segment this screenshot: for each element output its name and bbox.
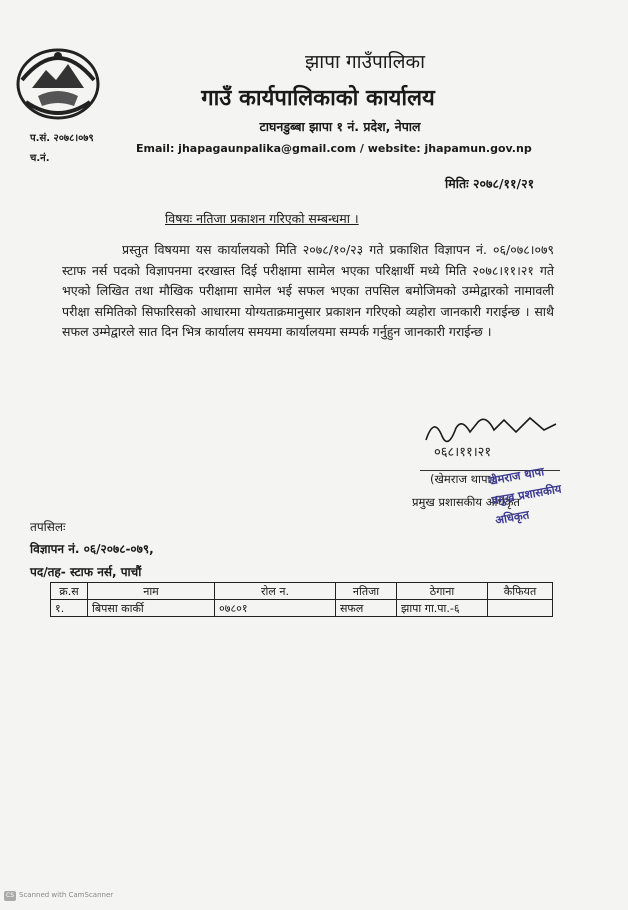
advertisement-number: विज्ञापन नं. ०६/२०७८-०७९, xyxy=(30,542,154,556)
handwritten-signature-icon xyxy=(420,410,570,460)
office-address: टाघनडुब्बा झापा १ नं. प्रदेश, नेपाल xyxy=(259,119,421,134)
cell-remarks xyxy=(488,600,553,617)
col-remarks: कैफियत xyxy=(488,583,553,600)
col-result: नतिजा xyxy=(336,583,397,600)
camscanner-icon: CS xyxy=(6,892,14,899)
scanner-watermark xyxy=(4,891,113,901)
stamp-name: खेमराज थापा xyxy=(487,464,546,488)
table-header-row xyxy=(51,583,553,600)
cell-serial: १. xyxy=(51,600,88,617)
nepal-emblem-icon xyxy=(12,40,104,124)
table-row xyxy=(51,600,553,617)
col-address: ठेगाना xyxy=(397,583,488,600)
scanner-text: Scanned with CamScanner xyxy=(19,891,114,899)
municipality-name: झापा गाउँपालिका xyxy=(304,51,426,73)
signature-date: ०६८।११।२१ xyxy=(434,445,492,460)
col-name: नाम xyxy=(88,583,215,600)
fiscal-year-ref: प.सं. २०७८।०७९ xyxy=(30,133,94,144)
details-label: तपसिलः xyxy=(30,520,66,534)
office-name: गाउँ कार्यपालिकाको कार्यालय xyxy=(201,86,435,111)
contact-info: Email: jhapagaunpalika@gmail.com / website: jhapamun.gov.np xyxy=(136,142,532,155)
cell-roll: ०७८०१ xyxy=(215,600,336,617)
letter-date: मितिः २०७८/११/२१ xyxy=(445,176,535,191)
stamp-title: प्रमुख प्रशासकीय अधिकृत xyxy=(490,481,563,528)
signer-name: (खेमराज थापा) xyxy=(430,472,495,486)
post-level: पद/तह- स्टाफ नर्स, पाचौं xyxy=(30,565,142,579)
letter-subject: विषयः नतिजा प्रकाशन गरिएको सम्बन्धमा । xyxy=(165,211,359,226)
signer-title: प्रमुख प्रशासकीय अधिकृत xyxy=(412,495,520,509)
col-roll: रोल न. xyxy=(215,583,336,600)
cell-name: बिपसा कार्की xyxy=(88,600,215,617)
results-table xyxy=(50,582,553,617)
col-serial: क्र.स xyxy=(51,583,88,600)
cell-result: सफल xyxy=(336,600,397,617)
dispatch-number: च.नं. xyxy=(30,153,50,164)
letter-body: प्रस्तुत विषयमा यस कार्यालयको मिति २०७८/१०/२३ गते प्रकाशित विज्ञापन नं. ०६/०७८।०७९ स्टाफ नर्स पदको विज्ञापनमा दरखास्त दिई परीक्षामा सामेल भएका परिक्षार्थी मध्ये मिति २०७८।११।२१ गते भएको लिखित तथा मौखिक परीक्षामा सामेल भई सफल भएका तपसिल बमोजिमको उम्मेद्वारको नामावली परीक्षा समितिको सिफारिसको आधारमा योग्यताक्रमानुसार प्रकाशन गरिएको व्यहोरा जानकारी गराईन्छ । साथै सफल उम्मेद्वारले सात दिन भित्र कार्यालय समयमा कार्यालयमा सम्पर्क गर्नुहुन जानकारी गराईन्छ । xyxy=(62,242,554,339)
cell-address: झापा गा.पा.-६ xyxy=(397,600,488,617)
official-stamp xyxy=(487,454,594,528)
